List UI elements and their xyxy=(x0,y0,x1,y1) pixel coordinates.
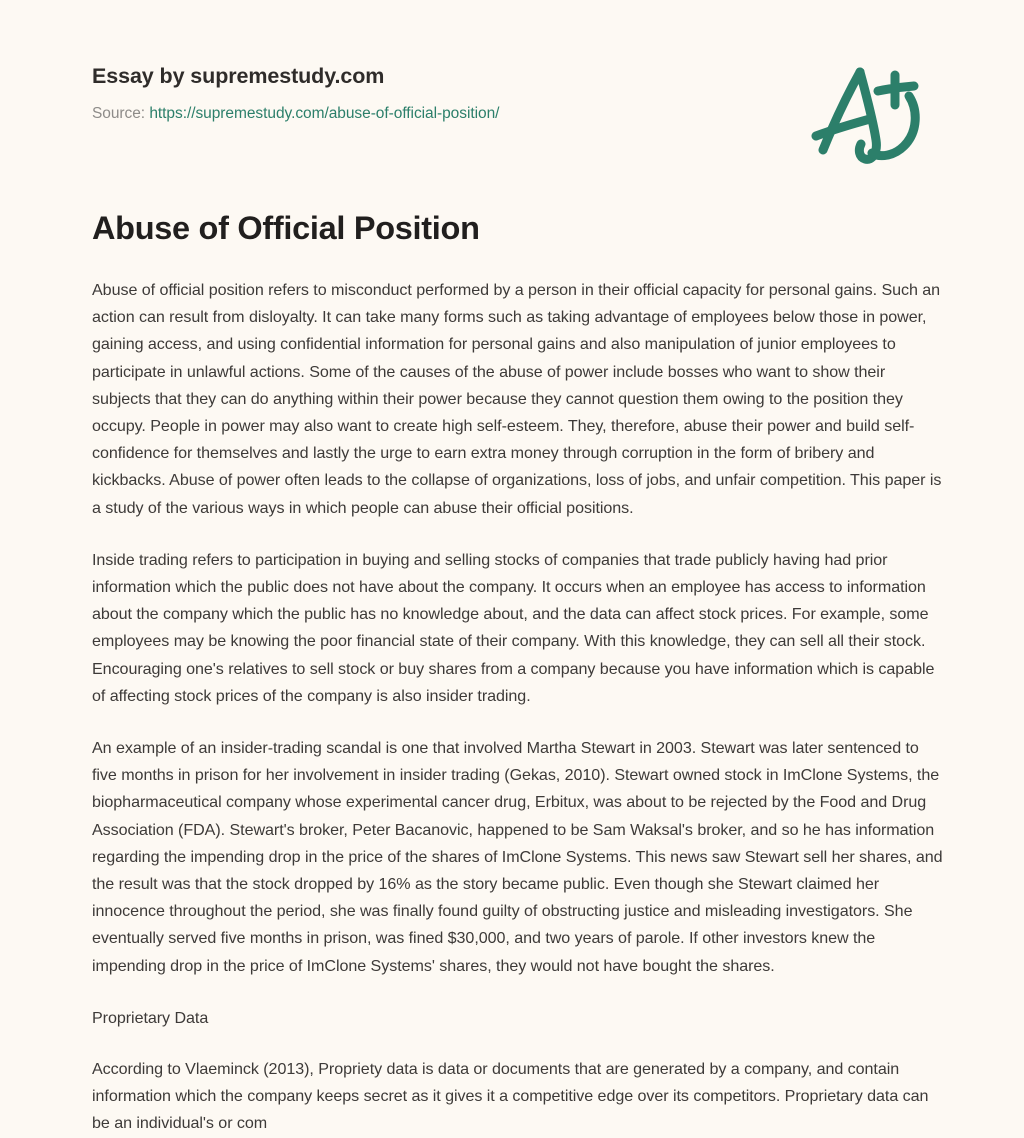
brand-title: Essay by supremestudy.com xyxy=(92,64,385,88)
essay-body xyxy=(92,248,946,1138)
a-plus-logo-icon xyxy=(796,58,936,170)
source-label: Source: xyxy=(92,105,146,122)
a-plus-logo xyxy=(796,58,936,170)
page-title: Abuse of Official Position xyxy=(92,210,480,246)
paragraph: An example of an insider-trading scandal is one that involved Martha Stewart in 2003. Stewart was later sentenced to five months in prison for her involvement in insider trading (Gekas, 2010). Stewart owned stock in ImClone Systems, the biopharmaceutical company whose experimental cancer drug, Erbitux, was about to be rejected by the Food and Drug Association (FDA). Stewart's broker, Peter Bacanovic, happened to be Sam Waksal's broker, and so he has information regarding the impending drop in the price of the shares of ImClone Systems. This news saw Stewart sell her shares, and the result was that the stock dropped by 16% as the story became public. Even though she Stewart claimed her innocence throughout the period, she was finally found guilty of obstructing justice and misleading investigators. She eventually served five months in prison, was fined $30,000, and two years of parole. If other investors knew the impending drop in the price of ImClone Systems' shares, they would not have bought the shares. xyxy=(92,739,943,975)
section-heading-proprietary-data: Proprietary Data xyxy=(92,1008,209,1027)
source-url-link[interactable]: https://supremestudy.com/abuse-of-official-position/ xyxy=(149,105,500,122)
paragraph: Inside trading refers to participation in buying and selling stocks of companies that trade publicly having had prior information which the public does not have about the company. It occurs when an employee has access to information about the company which the public has no knowledge about, and the data can affect stock prices. For example, some employees may be knowing the poor financial state of their company. With this knowledge, they can sell all their stock. Encouraging one's relatives to sell stock or buy shares from a company because you have information which is capable of affecting stock prices of the company is also insider trading. xyxy=(92,550,935,705)
page-header xyxy=(92,0,932,125)
paragraph: Abuse of official position refers to misconduct performed by a person in their official capacity for personal gains. Such an action can result from disloyalty. It can take many forms such as taking advantage of employees below those in power, gaining access, and using confidential information for personal gains and also manipulation of junior employees to participate in unlawful actions. Some of the causes of the abuse of power include bosses who want to show their subjects that they can do anything within their power because they cannot question them owing to the position they occupy. People in power may also want to create high self-esteem. They, therefore, abuse their power and build self-confidence for themselves and lastly the urge to earn extra money through corruption in the form of bribery and kickbacks. Abuse of power often leads to the collapse of organizations, loss of jobs, and unfair competition. This paper is a study of the various ways in which people can abuse their official positions. xyxy=(92,281,942,517)
paragraph: According to Vlaeminck (2013), Propriety data is data or documents that are generated by a company, and contain information which the company keeps secret as it gives it a competitive edge over its competitors. Proprietary data can be an individual's or com xyxy=(92,1060,929,1133)
